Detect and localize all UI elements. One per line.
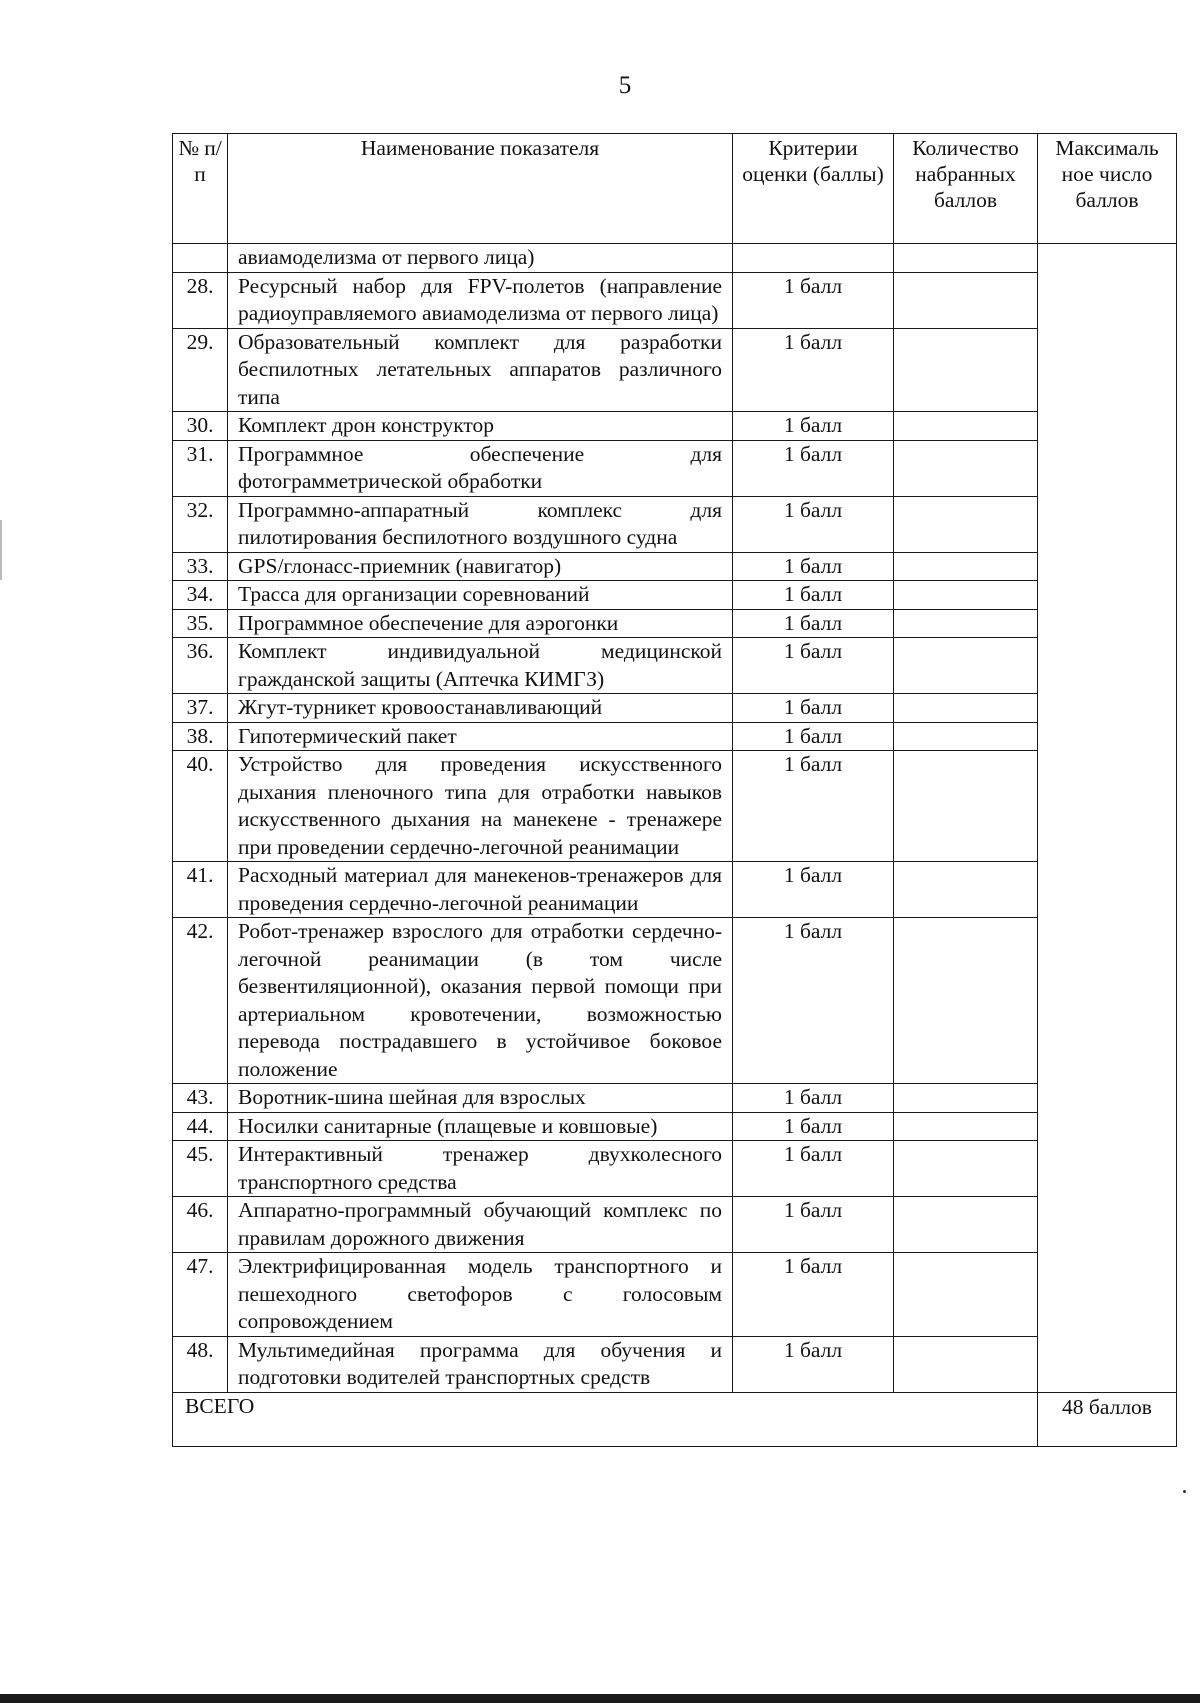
row-score-count: [894, 609, 1038, 638]
row-criteria: 1 балл: [733, 581, 894, 610]
table-row: [173, 552, 1177, 581]
row-score-count: [894, 552, 1038, 581]
row-indicator-name: Аппаратно-программный обучающий комплекс по правилам дорожного движения: [228, 1197, 733, 1253]
row-criteria: 1 балл: [733, 328, 894, 412]
row-criteria: 1 балл: [733, 496, 894, 552]
row-score-count: [894, 722, 1038, 751]
row-indicator-name: GPS/глонасс-приемник (навигатор): [228, 552, 733, 581]
table-row: [173, 1197, 1177, 1253]
row-score-count: [894, 1253, 1038, 1337]
row-criteria: 1 балл: [733, 918, 894, 1084]
header-criteria: Критерии оценки (баллы): [733, 134, 894, 244]
table-row: [173, 751, 1177, 862]
table-row: [173, 609, 1177, 638]
row-criteria: 1 балл: [733, 1112, 894, 1141]
row-number: 41.: [173, 862, 228, 918]
row-score-count: [894, 581, 1038, 610]
table-row: [173, 1253, 1177, 1337]
row-score-count: [894, 918, 1038, 1084]
row-indicator-name: Электрифицированная модель транспортного и пешеходного светофоров с голосовым сопровождением: [228, 1253, 733, 1337]
row-score-count: [894, 694, 1038, 723]
row-criteria: 1 балл: [733, 272, 894, 328]
table-row: [173, 581, 1177, 610]
table-row: [173, 722, 1177, 751]
row-score-count: [894, 496, 1038, 552]
row-criteria: 1 балл: [733, 638, 894, 694]
row-number: 36.: [173, 638, 228, 694]
row-number: 30.: [173, 412, 228, 441]
row-indicator-name: Комплект индивидуальной медицинской гражданской защиты (Аптечка КИМГЗ): [228, 638, 733, 694]
table-row: [173, 496, 1177, 552]
row-indicator-name: Носилки санитарные (плащевые и ковшовые): [228, 1112, 733, 1141]
row-score-count: [894, 1084, 1038, 1113]
row-criteria: 1 балл: [733, 609, 894, 638]
table-row: [173, 694, 1177, 723]
row-indicator-name: Программно-аппаратный комплекс для пилотирования беспилотного воздушного судна: [228, 496, 733, 552]
header-count: Количество набранных баллов: [894, 134, 1038, 244]
row-indicator-name: Ресурсный набор для FPV-полетов (направление радиоуправляемого авиамоделизма от первого лица): [228, 272, 733, 328]
continuation-text: авиамоделизма от первого лица): [228, 244, 733, 273]
table-row: [173, 412, 1177, 441]
row-number: 37.: [173, 694, 228, 723]
table-row: [173, 328, 1177, 412]
row-criteria: 1 балл: [733, 1253, 894, 1337]
row-indicator-name: Образовательный комплект для разработки беспилотных летательных аппаратов различного типа: [228, 328, 733, 412]
row-score-count: [894, 1112, 1038, 1141]
total-value: 48 баллов: [1038, 1392, 1177, 1446]
row-indicator-name: Программное обеспечение для аэрогонки: [228, 609, 733, 638]
header-name: Наименование показателя: [228, 134, 733, 244]
row-number: 42.: [173, 918, 228, 1084]
row-score-count: [894, 1336, 1038, 1392]
row-number: 34.: [173, 581, 228, 610]
row-score-count: [894, 412, 1038, 441]
row-number: 44.: [173, 1112, 228, 1141]
continuation-num: [173, 244, 228, 273]
table-row: [173, 918, 1177, 1084]
row-score-count: [894, 862, 1038, 918]
row-criteria: 1 балл: [733, 1084, 894, 1113]
row-indicator-name: Воротник-шина шейная для взрослых: [228, 1084, 733, 1113]
scan-bottom-edge: [0, 1694, 1200, 1703]
row-score-count: [894, 440, 1038, 496]
page-number: 5: [618, 72, 632, 99]
table-row: [173, 1141, 1177, 1197]
table-row: [173, 440, 1177, 496]
row-score-count: [894, 751, 1038, 862]
row-criteria: 1 балл: [733, 412, 894, 441]
row-number: 45.: [173, 1141, 228, 1197]
header-num: № п/п: [173, 134, 228, 244]
row-number: 48.: [173, 1336, 228, 1392]
scan-speck: [1183, 1490, 1186, 1493]
row-number: 38.: [173, 722, 228, 751]
row-indicator-name: Комплект дрон конструктор: [228, 412, 733, 441]
row-indicator-name: Мультимедийная программа для обучения и подготовки водителей транспортных средств: [228, 1336, 733, 1392]
row-number: 40.: [173, 751, 228, 862]
max-score-cell: [1038, 244, 1177, 1393]
row-criteria: 1 балл: [733, 751, 894, 862]
table-row: [173, 1336, 1177, 1392]
row-indicator-name: Расходный материал для манекенов-тренажеров для проведения сердечно-легочной реанимации: [228, 862, 733, 918]
row-criteria: 1 балл: [733, 1141, 894, 1197]
row-indicator-name: Трасса для организации соревнований: [228, 581, 733, 610]
table-row: [173, 272, 1177, 328]
continuation-count: [894, 244, 1038, 273]
row-indicator-name: Жгут-турникет кровоостанавливающий: [228, 694, 733, 723]
table-row: [173, 862, 1177, 918]
row-number: 32.: [173, 496, 228, 552]
row-indicator-name: Устройство для проведения искусственного дыхания пленочного типа для отработки навыков искусственного дыхания на манекене - тренажере при проведении сердечно-легочной реанимации: [228, 751, 733, 862]
row-number: 28.: [173, 272, 228, 328]
row-criteria: 1 балл: [733, 694, 894, 723]
row-score-count: [894, 328, 1038, 412]
row-criteria: 1 балл: [733, 440, 894, 496]
row-score-count: [894, 272, 1038, 328]
total-label: ВСЕГО: [173, 1392, 1038, 1446]
row-criteria: 1 балл: [733, 552, 894, 581]
table-row: [173, 638, 1177, 694]
row-criteria: 1 балл: [733, 1336, 894, 1392]
row-indicator-name: Гипотермический пакет: [228, 722, 733, 751]
row-number: 33.: [173, 552, 228, 581]
row-score-count: [894, 1197, 1038, 1253]
row-number: 31.: [173, 440, 228, 496]
row-score-count: [894, 1141, 1038, 1197]
row-score-count: [894, 638, 1038, 694]
total-row: [173, 1392, 1177, 1446]
table-row: [173, 1112, 1177, 1141]
continuation-row: [173, 244, 1177, 273]
scan-margin-mark: [0, 520, 2, 580]
row-number: 47.: [173, 1253, 228, 1337]
row-number: 43.: [173, 1084, 228, 1113]
row-criteria: 1 балл: [733, 1197, 894, 1253]
row-number: 29.: [173, 328, 228, 412]
row-number: 46.: [173, 1197, 228, 1253]
row-criteria: 1 балл: [733, 722, 894, 751]
criteria-table: [172, 133, 1177, 1447]
row-indicator-name: Интерактивный тренажер двухколесного транспортного средства: [228, 1141, 733, 1197]
row-criteria: 1 балл: [733, 862, 894, 918]
continuation-criteria: [733, 244, 894, 273]
row-indicator-name: Робот-тренажер взрослого для отработки сердечно-легочной реанимации (в том числе безвентиляционной), оказания первой помощи при артериальном кровотечении, возможностью перевода пострадавшего в устойчивое боковое положение: [228, 918, 733, 1084]
row-indicator-name: Программное обеспечение для фотограмметрической обработки: [228, 440, 733, 496]
table-header-row: [173, 134, 1177, 244]
header-max: Максималь ное число баллов: [1038, 134, 1177, 244]
table-row: [173, 1084, 1177, 1113]
row-number: 35.: [173, 609, 228, 638]
